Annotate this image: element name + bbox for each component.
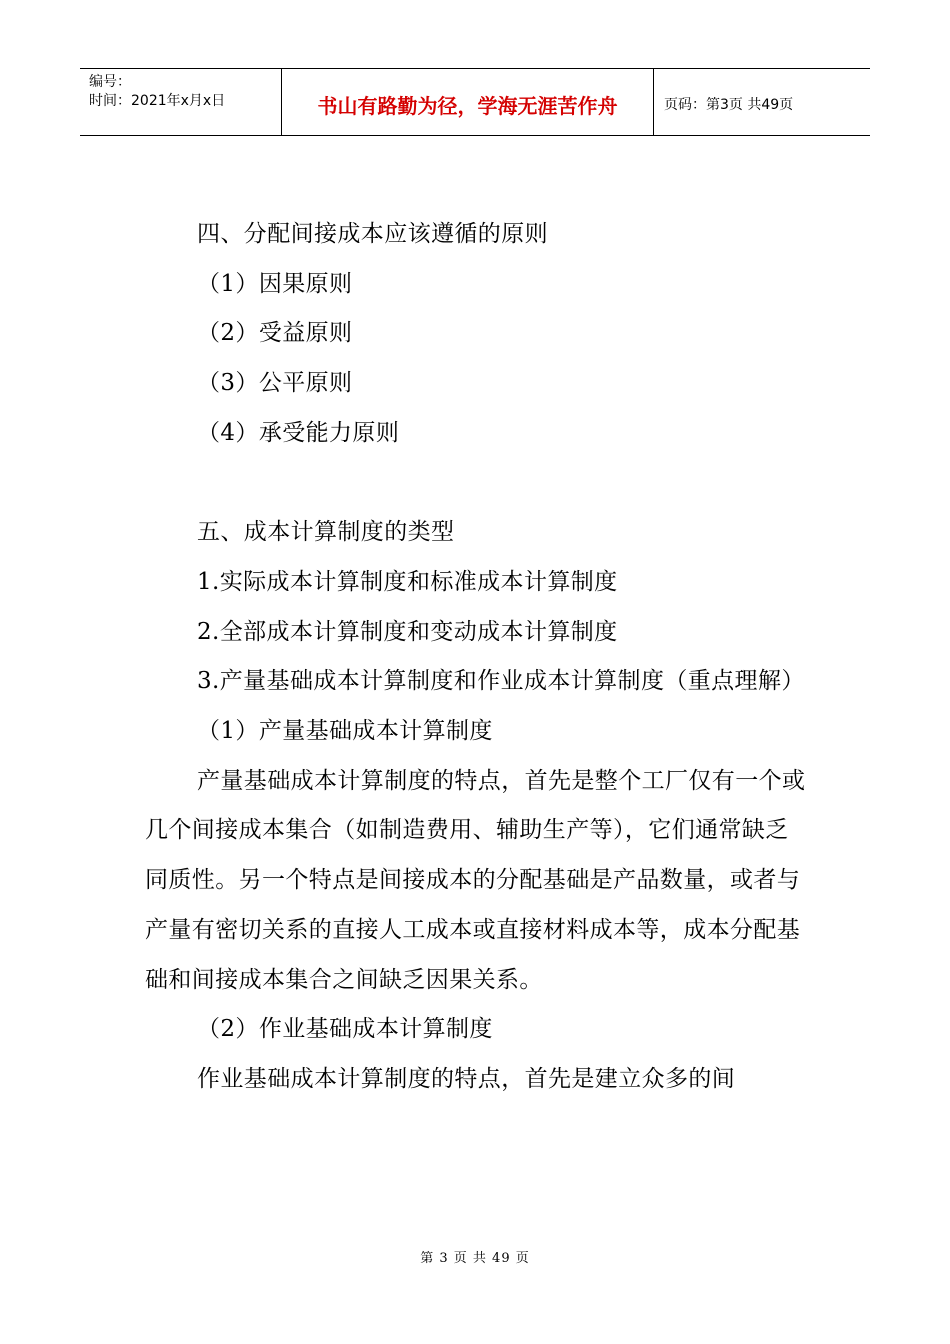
section-4-item: （4）承受能力原则 <box>197 419 400 446</box>
header-meta <box>80 69 282 135</box>
subsection-2-title: （2）作业基础成本计算制度 <box>197 1016 493 1043</box>
section-5-item: 2.全部成本计算制度和变动成本计算制度 <box>197 618 618 645</box>
section-4-title: 四、分配间接成本应该遵循的原则 <box>197 221 548 247</box>
number-label: 编号： <box>89 74 131 90</box>
subsection-1-title: （1）产量基础成本计算制度 <box>197 718 493 745</box>
time-label: 时间：2021年x月x日 <box>89 93 226 109</box>
page-header <box>80 68 870 136</box>
subsection-2-paragraph: 作业基础成本计算制度的特点，首先是建立众多的间 <box>197 1065 736 1092</box>
section-5-title: 五、成本计算制度的类型 <box>197 519 455 546</box>
subsection-1-paragraph: 产量基础成本计算制度的特点，首先是整个工厂仅有一个或几个间接成本集合（如制造费用、辅助生产等），它们通常缺乏同质性。另一个特点是间接成本的分配基础是产品数量，或者与产量有密切关系的直接人工成本或直接材料成本等，成本分配基础和间接成本集合之间缺乏因果关系。 <box>145 767 806 993</box>
page-footer: 第 3 页 共 49 页 <box>420 1251 530 1266</box>
blank-line <box>145 459 807 509</box>
section-4-item: （1）因果原则 <box>197 270 353 297</box>
section-4-item: （2）受益原则 <box>197 320 353 347</box>
section-4-item: （3）公平原则 <box>197 370 353 397</box>
header-page-info: 页码：第3页 共49页 <box>664 97 794 113</box>
header-motto: 书山有路勤为径，学海无涯苦作舟 <box>282 69 654 135</box>
section-5-item: 3.产量基础成本计算制度和作业成本计算制度（重点理解） <box>197 668 805 695</box>
section-5-item: 1.实际成本计算制度和标准成本计算制度 <box>197 568 618 595</box>
document-body <box>145 210 807 1105</box>
